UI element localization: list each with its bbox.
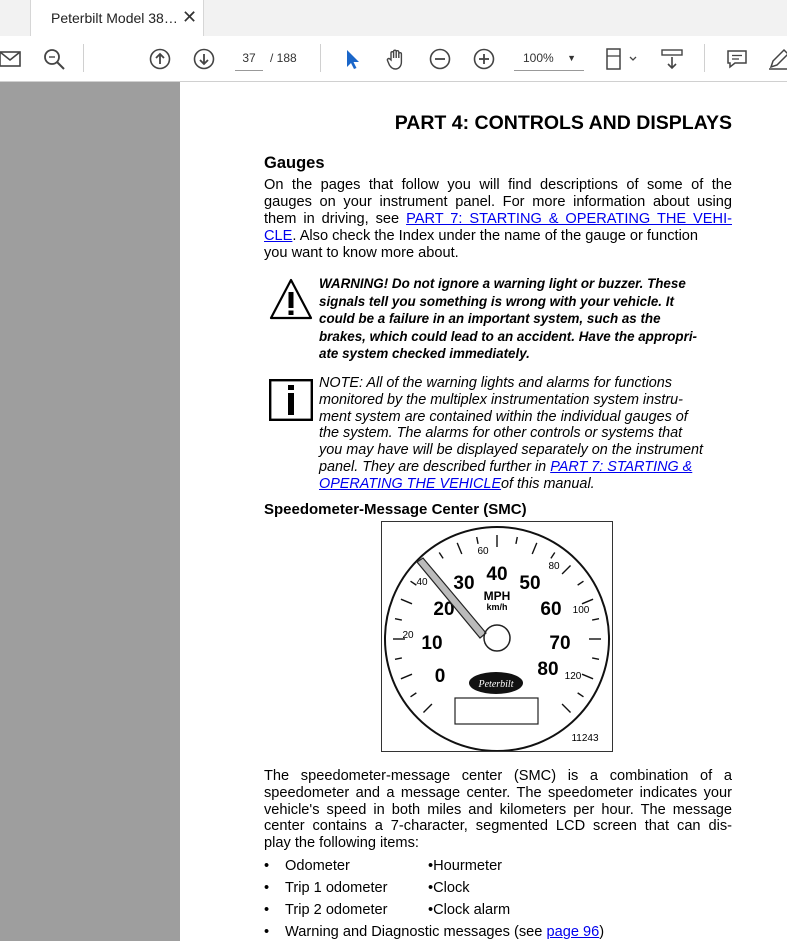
comment-icon[interactable]: [725, 47, 749, 71]
kmh-label: 40: [416, 577, 428, 588]
toolbar-divider: [320, 44, 321, 72]
warning-triangle-icon: [269, 278, 313, 320]
select-cursor-icon[interactable]: [340, 47, 364, 71]
list-item-left: Trip 1 odometer: [285, 880, 388, 896]
note-line: the system. The alarms for other controls or systems that: [319, 425, 683, 442]
part7-link-cont[interactable]: CLE: [264, 228, 293, 244]
total-pages: / 188: [270, 51, 297, 65]
info-icon: [269, 379, 313, 421]
body-line: play the following items:: [264, 835, 419, 852]
intro-line: [264, 211, 732, 228]
smc-heading: Speedometer-Message Center (SMC): [264, 501, 527, 518]
list-item-left: Trip 2 odometer: [285, 902, 388, 918]
intro-text: . Also check the Index under the name of the gauge or function: [292, 228, 699, 244]
logo-text: Peterbilt: [478, 679, 514, 690]
list-item-right: •Clock alarm: [428, 902, 511, 918]
document-tab[interactable]: [30, 0, 204, 36]
intro-line: [264, 228, 732, 245]
page-title: PART 4: CONTROLS AND DISPLAYS: [394, 112, 732, 134]
mph-label: 70: [549, 633, 571, 654]
note-text: of this manual.: [501, 475, 595, 492]
note-part7-link-cont[interactable]: OPERATING THE VEHICLE: [319, 475, 502, 492]
tab-bar: [0, 0, 787, 36]
note-line: [319, 476, 729, 493]
body-line: vehicle's speed in both miles and kilometers per hour. The message: [264, 801, 732, 818]
scroll-mode-icon[interactable]: [660, 47, 684, 71]
gauges-heading: Gauges: [264, 154, 325, 172]
pen-icon[interactable]: [767, 47, 787, 71]
kmh-label: 60: [477, 546, 489, 557]
body-line: speedometer and a message center. The speedometer indicates your: [264, 784, 732, 801]
mph-label: 0: [434, 666, 446, 687]
list-item-left: Warning and Diagnostic messages (see: [285, 924, 547, 940]
tab-close-icon[interactable]: ✕: [182, 7, 198, 27]
note-text: panel. They are described further in: [319, 459, 551, 475]
email-icon[interactable]: [0, 47, 22, 71]
mph-unit: MPH: [483, 589, 511, 603]
list-item-text: [285, 924, 604, 940]
warning-line: WARNING! Do not ignore a warning light or buzzer. These: [319, 276, 686, 291]
bullet: •: [264, 924, 270, 940]
mph-label: 40: [486, 564, 508, 585]
mph-label: 60: [540, 599, 562, 620]
mph-label: 80: [537, 659, 559, 680]
intro-line: you want to know more about.: [264, 245, 459, 261]
note-line: ment system are contained within the individual gauges of: [319, 408, 688, 425]
note-line: [319, 459, 729, 476]
lcd-display: [455, 698, 538, 724]
next-page-icon[interactable]: [192, 47, 216, 71]
zoom-out-icon[interactable]: [428, 47, 452, 71]
speedometer-drawing: [382, 522, 612, 751]
note-part7-link[interactable]: PART 7: STARTING &: [550, 459, 693, 475]
intro-line: On the pages that follow you will find descriptions of some of the: [264, 177, 732, 193]
previous-page-icon[interactable]: [148, 47, 172, 71]
warning-line: could be a failure in an important system, such as the: [319, 311, 661, 327]
bullet: •: [264, 858, 270, 874]
search-icon[interactable]: [42, 47, 66, 71]
note-line: monitored by the multiplex instrumentation system instru-: [319, 391, 683, 408]
intro-text: them in driving, see: [264, 211, 407, 227]
mph-label: 50: [519, 573, 541, 594]
zoom-in-icon[interactable]: [472, 47, 496, 71]
list-item-right: •Clock: [428, 880, 470, 896]
toolbar-divider: [83, 44, 84, 72]
note-line: NOTE: All of the warning lights and alarms for functions: [319, 375, 672, 391]
pdf-toolbar: [0, 36, 787, 82]
tab-title: Peterbilt Model 38…: [51, 10, 178, 26]
body-line: center contains a 7-character, segmented LCD screen that can dis-: [264, 818, 732, 835]
zoom-value: 100%: [523, 51, 554, 65]
kmh-label: 20: [402, 630, 414, 641]
body-line: The speedometer-message center (SMC) is a combination of a: [264, 768, 732, 784]
warning-line: signals tell you something is wrong with your vehicle. It: [319, 293, 674, 309]
figure-number: 11243: [571, 733, 599, 744]
kmh-label: 100: [572, 605, 590, 616]
toolbar-divider: [704, 44, 705, 72]
mph-label: 10: [421, 633, 443, 654]
bullet: •: [264, 902, 270, 918]
page-number-input[interactable]: 37: [235, 46, 263, 71]
hand-tool-icon[interactable]: [384, 47, 408, 71]
mph-label: 30: [453, 573, 475, 594]
speedometer-figure: [381, 521, 613, 752]
list-item-close: ): [599, 924, 605, 940]
chevron-down-icon: ▼: [567, 53, 576, 63]
kmh-label: 80: [548, 561, 560, 572]
zoom-select[interactable]: [514, 46, 584, 71]
mph-label: 20: [433, 599, 455, 620]
page-fit-icon[interactable]: [604, 47, 640, 71]
kmh-unit: km/h: [486, 602, 508, 612]
part7-link[interactable]: PART 7: STARTING & OPERATING THE VEHI-: [406, 211, 732, 227]
intro-line: gauges on your instrument panel. For more information about using: [264, 194, 732, 210]
pdf-page: [180, 82, 787, 941]
page-96-link[interactable]: page 96: [546, 924, 600, 940]
list-item-left: Odometer: [285, 858, 350, 874]
bullet: •: [264, 880, 270, 896]
warning-line: brakes, which could lead to an accident. Have the appropri-: [319, 328, 698, 344]
warning-line: ate system checked immediately.: [319, 346, 530, 362]
kmh-label: 120: [564, 671, 582, 682]
note-line: you may have will be displayed separately on the instrument: [319, 442, 703, 459]
list-item-right: •Hourmeter: [428, 858, 503, 874]
